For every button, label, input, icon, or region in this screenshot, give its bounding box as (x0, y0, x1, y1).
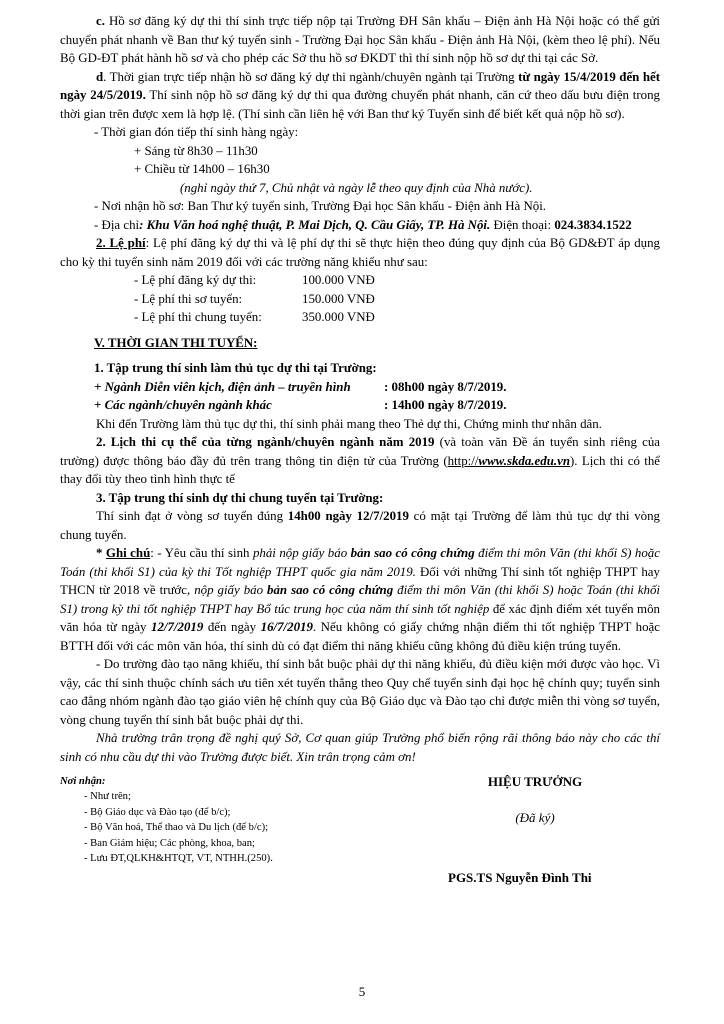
item1-note: Khi đến Trường làm thủ tục dự thi, thí sinh phải mang theo Thẻ dự thi, Chứng minh thư nhân dân. (96, 416, 602, 431)
recipients-title: Nơi nhận: (60, 776, 106, 787)
schedule-value: : 08h00 ngày 8/7/2019. (384, 379, 507, 394)
reception-place: - Nơi nhận hồ sơ: Ban Thư ký tuyển sinh, Trường Đại học Sân khấu - Điện ảnh Hà Nội. (94, 199, 547, 213)
fees-paragraph (60, 234, 660, 271)
reception-morning: + Sáng từ 8h30 – 11h30 (134, 143, 258, 158)
fees-heading-label: Lệ phí (109, 236, 146, 250)
fees-heading-num: 2. (96, 236, 106, 250)
para-d-label: d (96, 69, 104, 84)
signature-block (440, 774, 630, 826)
address-label: - Địa chỉ (94, 217, 140, 232)
fee-label: - Lệ phí thi chung tuyển: (134, 310, 262, 324)
fee-value: 100.000 VNĐ (302, 273, 375, 287)
closing-paragraph: Nhà trường trân trọng đề nghị quý Sở, Cơ quan giúp Trường phổ biến rộng rãi thông báo này cho các thí sinh có nhu cầu dự thi vào Trường được biết. Xin trân trọng cảm ơn! (60, 731, 660, 764)
item1-title: 1. Tập trung thí sinh làm thủ tục dự thi tại Trường: (94, 361, 377, 375)
item2-paragraph (60, 433, 660, 489)
signature-status: (Đã ký) (515, 810, 555, 825)
recipient-item: - Bộ Văn hoá, Thể thao và Du lịch (để b/c); (84, 822, 269, 834)
para-d-text2: Thí sinh nộp hồ sơ đăng ký dự thi qua đường chuyển phát nhanh, căn cứ theo dấu bưu điện trong thời gian trên được xem là hợp lệ. (Thí sinh cần liên hệ với Ban thư ký Tuyển sinh để biết kết quả nộp hồ sơ). (60, 88, 660, 121)
fee-row (60, 271, 660, 290)
item2-text2: ). Lịch thi có thể thay đổi tùy theo tình hình thực tế (60, 453, 660, 486)
recipient-item: - Bộ Giáo dục và Đào tạo (để b/c); (84, 806, 231, 818)
reception-address (60, 216, 660, 235)
fees-text: : Lệ phí đăng ký dự thi và lệ phí dự thi sẽ thực hiện theo đúng quy định của Bộ GD&ĐT áp dụng cho kỳ thi tuyển sinh năm 2019 đối với các trường năng khiếu như sau: (60, 236, 660, 269)
address-value: : Khu Văn hoá nghệ thuật, P. Mai Dịch, Q. Cầu Giấy, TP. Hà Nội. (139, 217, 491, 232)
fee-row (60, 290, 660, 309)
paragraph-c (60, 12, 660, 68)
item3-title: 3. Tập trung thí sinh dự thi chung tuyển tại Trường: (96, 490, 384, 505)
schedule-label: + Ngành Diễn viên kịch, điện ảnh – truyền hình (94, 379, 351, 394)
reception-afternoon: + Chiều từ 14h00 – 16h30 (134, 162, 270, 176)
para-c-label: c. (96, 14, 105, 28)
signature-title: HIỆU TRƯỞNG (487, 774, 583, 789)
recipient-item: - Như trên; (84, 791, 131, 803)
schedule-row (60, 396, 660, 415)
fee-value: 150.000 VNĐ (302, 291, 375, 306)
recipient-item: - Lưu ĐT,QLKH&HTQT, VT, NTHH.(250). (84, 853, 273, 865)
reception-title: - Thời gian đón tiếp thí sinh hàng ngày: (94, 125, 299, 139)
schedule-label: + Các ngành/chuyên ngành khác (94, 398, 272, 412)
fee-value: 350.000 VNĐ (302, 310, 375, 324)
phone-value: 024.3834.1522 (554, 217, 632, 232)
reception-note: (nghỉ ngày thứ 7, Chủ nhật và ngày lễ theo quy định của Nhà nước). (180, 180, 533, 195)
schedule-value: : 14h00 ngày 8/7/2019. (384, 398, 507, 412)
signer-name: PGS.TS Nguyễn Đình Thi (448, 870, 592, 885)
para-d-text1: . Thời gian trực tiếp nhận hồ sơ đăng ký dự thi ngành/chuyên ngành tại Trường (103, 69, 519, 84)
note-paragraph: * Ghi chú: - Yêu cầu thí sinh phải nộp giấy báo bản sao có công chứng điểm thi môn Văn (thi khối S) hoặc Toán (thi khối S1) của kỳ thi Tốt nghiệp THPT quốc gia năm 2019. Đối với những Thí sinh tốt nghiệp THPT hay THCN từ 2018 về trước, nộp giấy báo bản sao có công chứng điểm thi môn Văn (thi khối S) hoặc Toán (thi khối S1) trong kỳ thi tốt nghiệp THPT hay Bổ túc trung học của năm thí sinh tốt nghiệp để xác định điểm xét tuyển môn văn hóa từ ngày 12/7/2019 đến ngày 16/7/2019. Nếu không có giấy chứng nhận điểm thi tốt nghiệp THPT hoặc BTTH đối với các môn văn hóa, thí sinh dù có đạt điểm thi năng khiếu cũng không đủ điều kiện trúng tuyển. (60, 546, 660, 653)
phone-label: Điện thoại: (490, 217, 555, 232)
recipient-item: - Ban Giám hiệu; Các phòng, khoa, ban; (84, 837, 255, 849)
page-number: 5 (358, 984, 366, 999)
item2-title: 2. Lịch thi cụ thể của từng ngành/chuyên ngành năm 2019 (96, 435, 435, 449)
fee-label: - Lệ phí thi sơ tuyển: (134, 291, 243, 306)
para-d-dates: từ ngày 15/4/2019 đến hết ngày 24/5/2019. (60, 69, 660, 102)
recipients-list (60, 774, 273, 866)
item3-time: 14h00 ngày 12/7/2019 (287, 509, 409, 523)
note-label: Ghi chú (105, 546, 151, 560)
item2-text1: (và toàn văn Đề án tuyển sinh riêng của trường) được thông báo đầy đủ trên trang thông tin điện tử của Trường ( (60, 435, 661, 468)
section-v-heading: V. THỜI GIAN THI TUYỂN: (94, 335, 258, 350)
website-link[interactable]: http://www.skda.edu.vn (447, 453, 570, 468)
item3-paragraph: Thí sinh đạt ở vòng sơ tuyển đúng 14h00 ngày 12/7/2019 có mặt tại Trường để làm thủ tục dự thi vòng chung tuyển. (60, 509, 660, 542)
schedule-row (60, 378, 660, 397)
para-c-text: Hồ sơ đăng ký dự thi thí sinh trực tiếp nộp tại Trường ĐH Sân khấu – Điện ảnh Hà Nội hoặc có thể gửi chuyển phát nhanh về Ban thư ký tuyển sinh - Trường Đại học Sân khấu - Điện ảnh Hà Nội, (kèm theo lệ phí). Nếu Bộ GD-ĐT phát hành hồ sơ và cho phép các Sở thu hồ sơ ĐKDT thì thí sinh nộp hồ sơ dự thi tại các Sở. (60, 14, 660, 65)
document-body (60, 12, 660, 766)
fee-row (60, 308, 660, 327)
paragraph-d (60, 68, 660, 124)
note-paragraph-2: - Do trường đào tạo năng khiếu, thí sinh bắt buộc phải dự thi năng khiếu, đủ điều kiện mới được vào học. Vì vậy, các thí sinh thuộc chính sách ưu tiên xét tuyển thẳng theo Quy chế tuyển sinh đại học hệ chính quy; tuyển sinh cao đẳng nhóm ngành đào tạo giáo viên hệ chính quy của Bộ Giáo dục và Đào tạo chỉ được miễn thi vòng sơ tuyển, vòng chung tuyển thí sinh bắt buộc phải dự thi. (60, 657, 660, 727)
fee-label: - Lệ phí đăng ký dự thi: (134, 273, 257, 287)
